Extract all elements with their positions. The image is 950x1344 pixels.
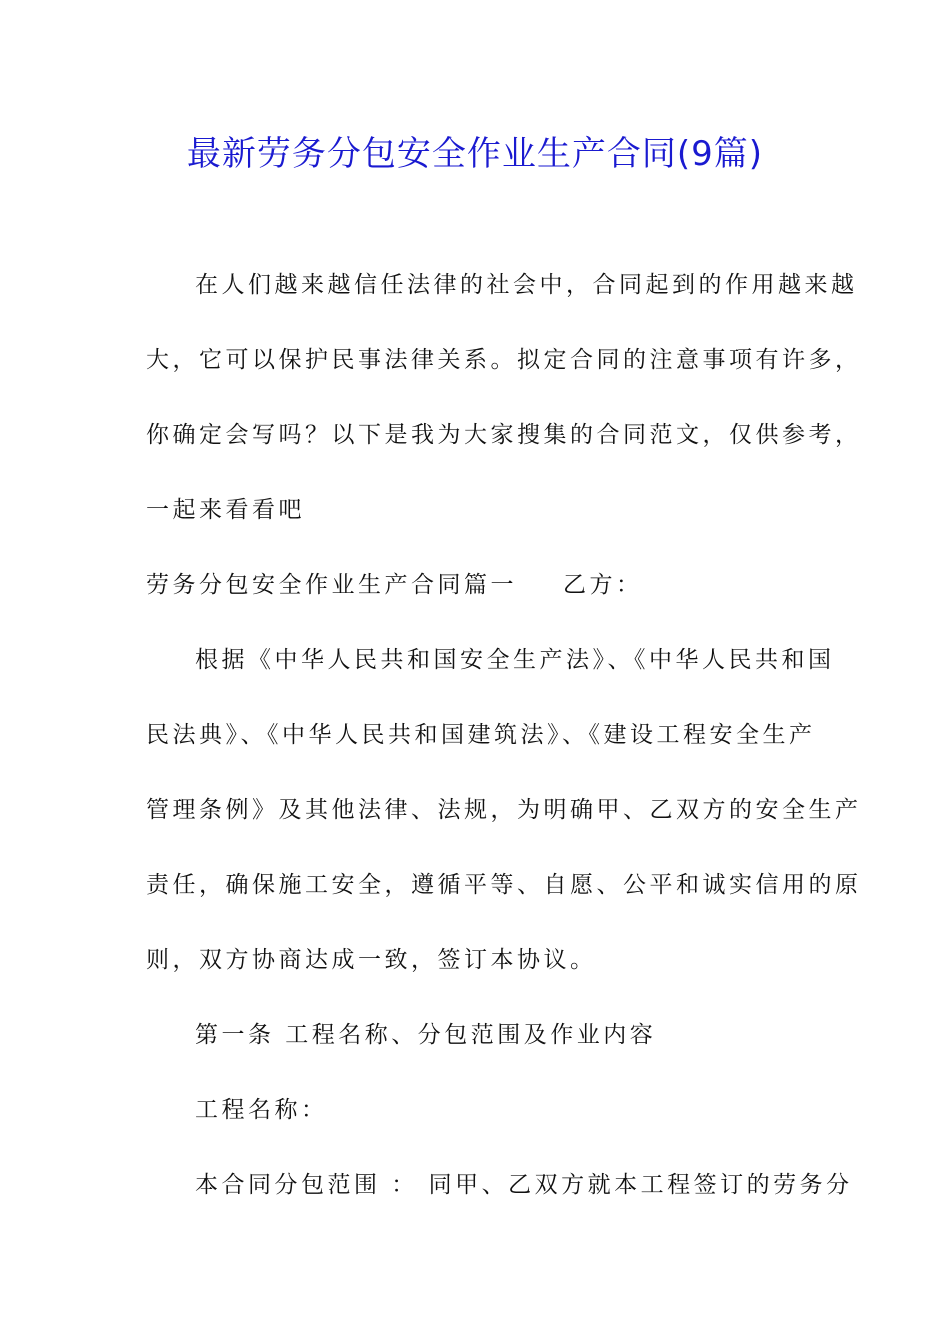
- basis-line-4: 责任，确保施工安全，遵循平等、自愿、公平和诚实信用的原: [146, 872, 862, 898]
- project-name-label: 工程名称：: [195, 1097, 328, 1123]
- intro-line-4: 一起来看看吧: [146, 497, 305, 523]
- basis-line-2: 民法典》、《中华人民共和国建筑法》、《建设工程安全生产: [146, 722, 816, 748]
- intro-line-3: 你确定会写吗？以下是我为大家搜集的合同范文，仅供参考，: [146, 422, 862, 448]
- article-1-heading: 第一条 工程名称、分包范围及作业内容: [195, 1022, 657, 1048]
- section-heading-row: [146, 570, 643, 600]
- intro-line-1: 在人们越来越信任法律的社会中，合同起到的作用越来越: [195, 272, 858, 298]
- basis-line-1: 根据《中华人民共和国安全生产法》、《中华人民共和国: [195, 647, 835, 673]
- section-heading: 劳务分包安全作业生产合同篇一: [146, 572, 517, 598]
- document-title: 最新劳务分包安全作业生产合同(9篇): [186, 134, 764, 174]
- party-b-label: 乙方：: [563, 572, 643, 598]
- intro-line-2: 大，它可以保护民事法律关系。拟定合同的注意事项有许多，: [146, 347, 862, 373]
- scope-line: 本合同分包范围 ： 同甲、乙双方就本工程签订的劳务分: [195, 1172, 853, 1198]
- basis-line-3: 管理条例》及其他法律、法规，为明确甲、乙双方的安全生产: [146, 797, 862, 823]
- basis-line-5: 则，双方协商达成一致，签订本协议。: [146, 947, 597, 973]
